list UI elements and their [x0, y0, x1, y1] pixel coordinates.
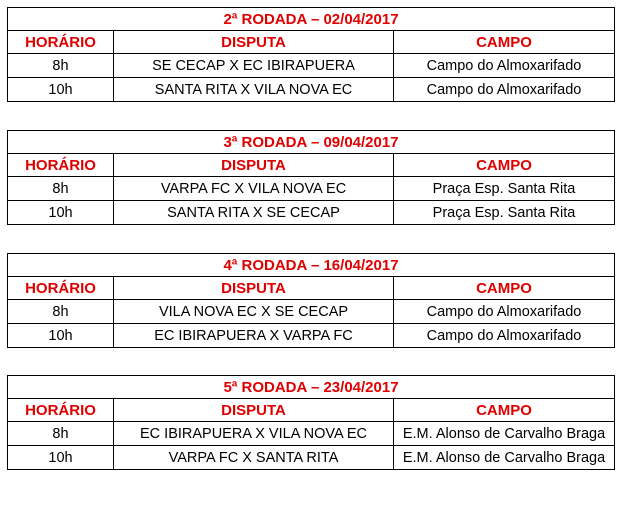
game-match: SANTA RITA X SE CECAP [114, 201, 394, 225]
header-field: CAMPO [394, 277, 615, 300]
header-time: HORÁRIO [8, 154, 114, 177]
game-field: Praça Esp. Santa Rita [394, 177, 615, 201]
table-row [8, 300, 615, 324]
round-title: 5ª RODADA – 23/04/2017 [8, 376, 615, 399]
round-table-4 [7, 253, 615, 348]
game-field: Campo do Almoxarifado [394, 300, 615, 324]
round-title: 4ª RODADA – 16/04/2017 [8, 254, 615, 277]
header-time: HORÁRIO [8, 277, 114, 300]
game-match: EC IBIRAPUERA X VILA NOVA EC [114, 422, 394, 446]
header-match: DISPUTA [114, 154, 394, 177]
round-table-5 [7, 375, 615, 470]
header-time: HORÁRIO [8, 31, 114, 54]
game-match: SANTA RITA X VILA NOVA EC [114, 78, 394, 102]
round-table-2 [7, 7, 615, 102]
table-row [8, 201, 615, 225]
table-row [8, 54, 615, 78]
round-table-3 [7, 130, 615, 225]
game-time: 8h [8, 177, 114, 201]
round-title: 3ª RODADA – 09/04/2017 [8, 131, 615, 154]
table-row [8, 78, 615, 102]
game-field: E.M. Alonso de Carvalho Braga [394, 422, 615, 446]
game-time: 10h [8, 201, 114, 225]
table-row [8, 422, 615, 446]
round-title: 2ª RODADA – 02/04/2017 [8, 8, 615, 31]
header-match: DISPUTA [114, 277, 394, 300]
header-time: HORÁRIO [8, 399, 114, 422]
game-match: SE CECAP X EC IBIRAPUERA [114, 54, 394, 78]
game-time: 8h [8, 300, 114, 324]
game-field: E.M. Alonso de Carvalho Braga [394, 446, 615, 470]
game-match: VARPA FC X VILA NOVA EC [114, 177, 394, 201]
game-match: VARPA FC X SANTA RITA [114, 446, 394, 470]
game-match: VILA NOVA EC X SE CECAP [114, 300, 394, 324]
game-match: EC IBIRAPUERA X VARPA FC [114, 324, 394, 348]
game-field: Campo do Almoxarifado [394, 78, 615, 102]
game-time: 10h [8, 78, 114, 102]
table-row [8, 446, 615, 470]
game-time: 8h [8, 422, 114, 446]
game-field: Campo do Almoxarifado [394, 54, 615, 78]
header-match: DISPUTA [114, 399, 394, 422]
header-field: CAMPO [394, 399, 615, 422]
game-time: 10h [8, 324, 114, 348]
game-field: Campo do Almoxarifado [394, 324, 615, 348]
header-field: CAMPO [394, 154, 615, 177]
header-field: CAMPO [394, 31, 615, 54]
header-match: DISPUTA [114, 31, 394, 54]
table-row [8, 177, 615, 201]
game-time: 10h [8, 446, 114, 470]
table-row [8, 324, 615, 348]
game-time: 8h [8, 54, 114, 78]
game-field: Praça Esp. Santa Rita [394, 201, 615, 225]
